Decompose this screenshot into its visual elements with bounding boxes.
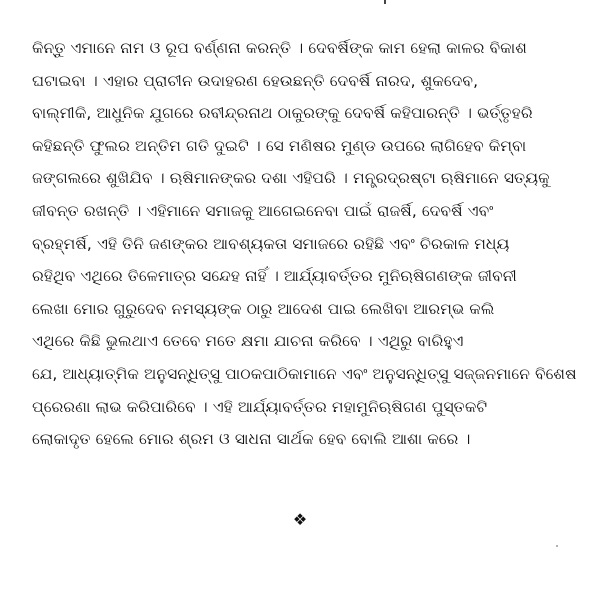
text-line: କିନ୍ତୁ ଏମାନେ ନାମ ଓ ରୂପ ବର୍ଣ୍ଣନା କରନ୍ତି । ଦେବର୍ଷିଙ୍କ କାମ ହେଲା କାଳର ବିକାଶ [32, 39, 527, 57]
four-diamond-ornament-icon: ❖ [292, 510, 308, 529]
body-paragraph [32, 32, 577, 456]
text-line: ଏଥିରେ କିଛି ଭୁଲଥାଏ ତେବେ ମତେ କ୍ଷମା ଯାଚନା କରିବେ । ଏଥିରୁ ବାରିହୁଏ [32, 332, 464, 351]
text-line: ଲେଖା ମୋର ଗୁରୁଦେବ ନମସ୍ୟଙ୍କ ଠାରୁ ଆଦେଶ ପାଇ ଲେଖିବା ଆରମ୍ଭ କଲି [32, 299, 495, 318]
text-line: ଜୀବନ୍ତ ରଖନ୍ତି । ଏହିମାନେ ସମାଜକୁ ଆଗେଇନେବା ପାଇଁ ରାଜର୍ଷି, ଦେବର୍ଷି ଏବଂ [32, 201, 494, 220]
text-line: ଯେ, ଆଧ୍ୟାତ୍ମିକ ଅନୁସନ୍ଧିତ୍ସୁ ପାଠକପାଠିକାମାନେ ଏବଂ ଅନୁସନ୍ଧିତ୍ସୁ ସଜ୍ଜନମାନେ ବିଶେଷ [32, 364, 577, 383]
text-line: ଲୋକାଦୃତ ହେଲେ ମୋର ଶ୍ରମ ଓ ସାଧନା ସାର୍ଥକ ହେବ ବୋଲି ଆଶା କରେ । [32, 430, 471, 449]
text-line: ଘଟାଇବା । ଏହାର ପ୍ରାଚୀନ ଉଦାହରଣ ହେଉଛନ୍ତି ଦେବର୍ଷି ନାରଦ, ଶୁକଦେବ, [32, 71, 479, 90]
scan-speck [556, 545, 558, 547]
page-edge-mark [384, 0, 386, 4]
text-line: ପ୍ରେରଣା ଲାଭ କରିପାରିବେ । ଏହି ଆର୍ଯ୍ୟାବର୍ତ୍ତର ମହାମୁନିଋଷିଗଣ ପୁସ୍ତକଟି [32, 397, 488, 416]
text-line: ବ୍ରହ୍ମର୍ଷି, ଏହି ତିନି ଜଣଙ୍କର ଆବଶ୍ୟକତା ସମାଜରେ ରହିଛି ଏବଂ ଚିରକାଳ ମଧ୍ୟ [32, 234, 510, 253]
text-line: ବାଲ୍ମୀକି, ଆଧୁନିକ ଯୁଗରେ ରବୀନ୍ଦ୍ରନାଥ ଠାକୁରଙ୍କୁ ଦେବର୍ଷି କହିପାରନ୍ତି । ଭର୍ତ୍ତୃହରି [32, 104, 533, 123]
text-line: ରହିଥିବ ଏଥିରେ ତିଳେମାତ୍ର ସନ୍ଦେହ ନାହିଁ । ଆର୍ଯ୍ୟାବର୍ତ୍ତର ମୁନିଋଷିଗଣଙ୍କ ଜୀବନୀ [32, 267, 517, 286]
text-line: କହିଛନ୍ତି ଫୁଲର ଅନ୍ତିମ ଗତି ଦୁଇଟି । ସେ ମଣିଷର ମୁଣ୍ଡ ଉପରେ ଲାଗିହେବ କିମ୍ବା [32, 136, 527, 155]
text-line: ଜଙ୍ଗଲରେ ଶୁଖିଯିବ । ଋଷିମାନଙ୍କର ଦଶା ଏହିପରି । ମନ୍ତ୍ରଦ୍ରଷ୍ଟା ଋଷିମାନେ ସତ୍ୟକୁ [32, 169, 550, 188]
